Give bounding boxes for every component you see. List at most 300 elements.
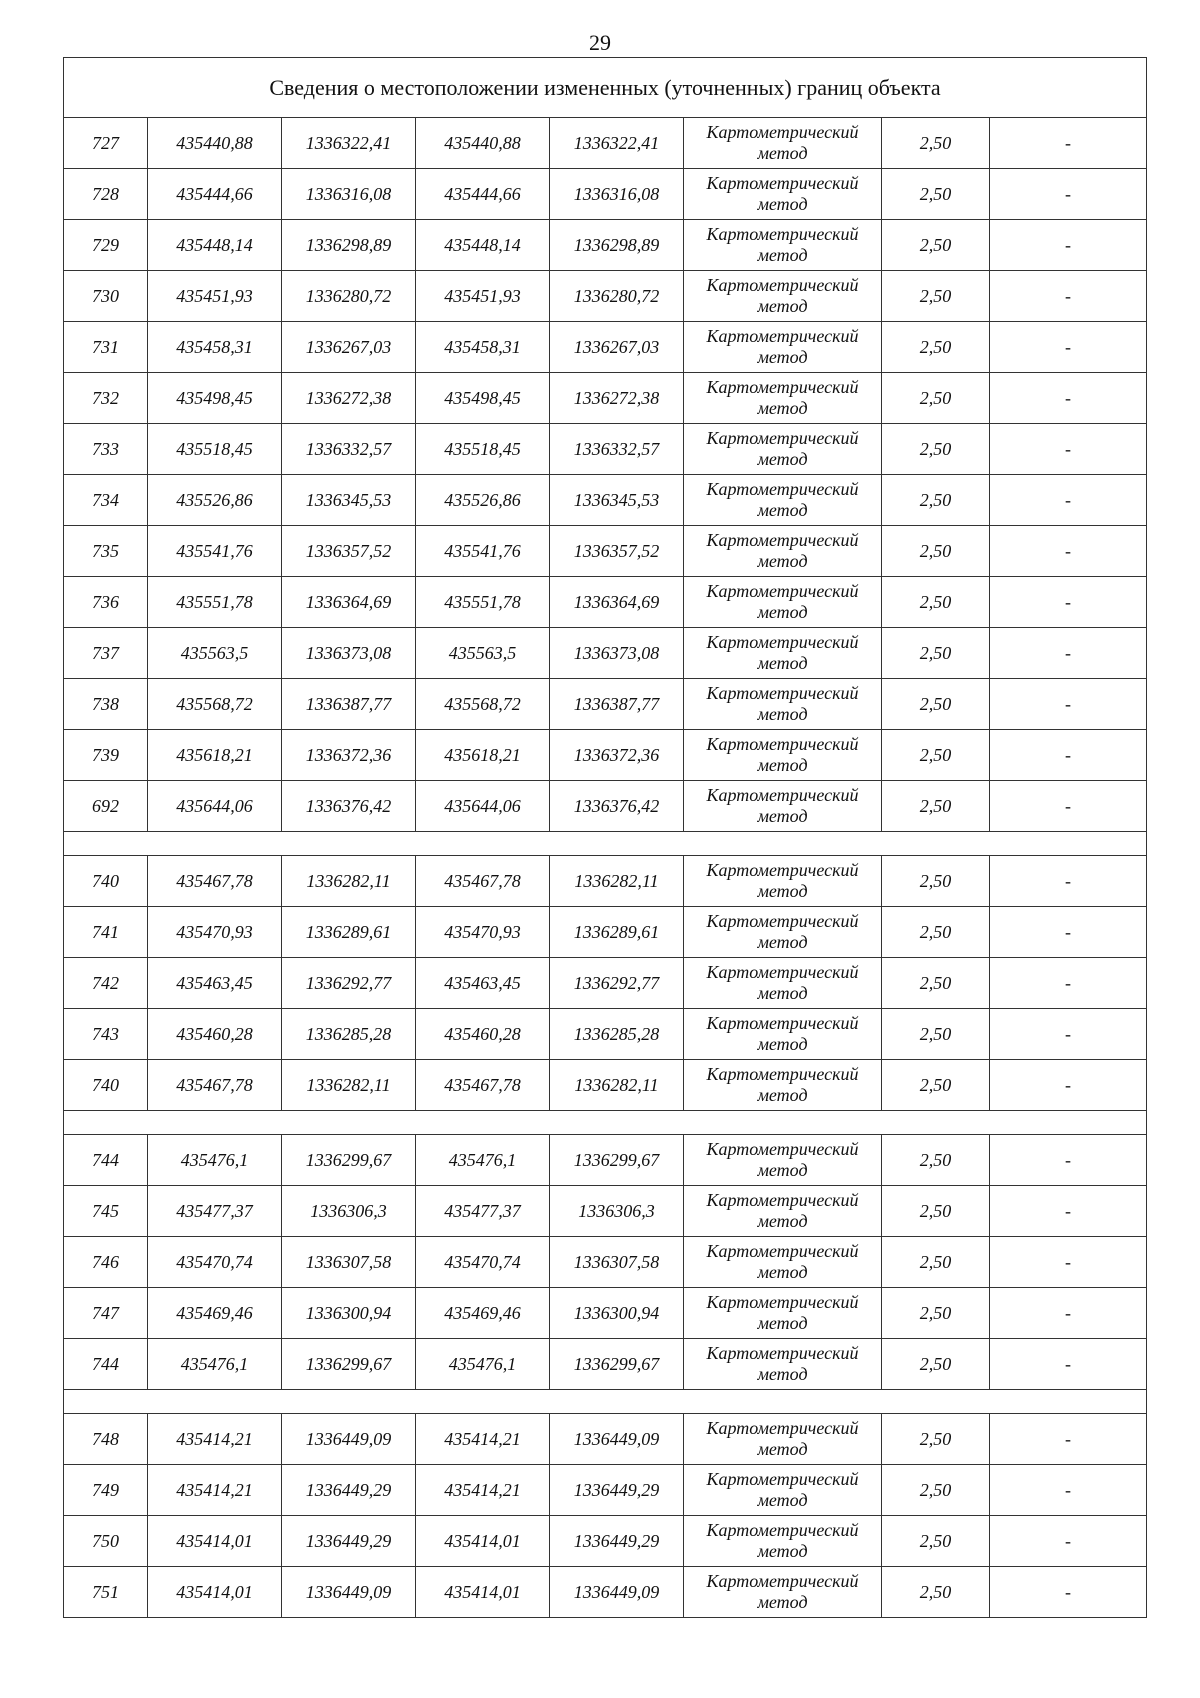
precision-cell: 2,50 [882,856,990,907]
x-refined-cell: 435414,01 [416,1516,550,1567]
boundary-coordinates-table [63,57,1147,1618]
point-number-cell: 745 [64,1186,148,1237]
x-existing-cell: 435551,78 [148,577,282,628]
y-existing-cell: 1336316,08 [282,169,416,220]
point-number-cell: 738 [64,679,148,730]
method-cell [684,577,882,628]
y-existing-cell: 1336280,72 [282,271,416,322]
point-number-cell: 746 [64,1237,148,1288]
note-cell: - [990,1288,1147,1339]
method-line2: метод [757,1541,808,1561]
method-line2: метод [757,296,808,316]
point-number-cell: 743 [64,1009,148,1060]
x-existing-cell: 435644,06 [148,781,282,832]
y-existing-cell: 1336376,42 [282,781,416,832]
method-line1: Картометрический [706,1139,859,1159]
note-cell: - [990,1135,1147,1186]
method-line1: Картометрический [706,1241,859,1261]
table-body [64,58,1147,1618]
note-cell: - [990,781,1147,832]
page-number: 29 [589,30,611,55]
table-row [64,475,1147,526]
method-cell [684,1339,882,1390]
y-refined-cell: 1336292,77 [550,958,684,1009]
table-row [64,628,1147,679]
y-existing-cell: 1336282,11 [282,1060,416,1111]
method-line2: метод [757,1085,808,1105]
x-refined-cell: 435476,1 [416,1135,550,1186]
method-line1: Картометрический [706,326,859,346]
y-refined-cell: 1336307,58 [550,1237,684,1288]
method-line2: метод [757,1211,808,1231]
method-line1: Картометрический [706,1571,859,1591]
method-line1: Картометрический [706,1343,859,1363]
method-line2: метод [757,245,808,265]
note-cell: - [990,169,1147,220]
table-row [64,958,1147,1009]
precision-cell: 2,50 [882,1135,990,1186]
method-cell [684,373,882,424]
method-cell [684,1288,882,1339]
note-cell: - [990,1186,1147,1237]
y-refined-cell: 1336282,11 [550,856,684,907]
y-refined-cell: 1336280,72 [550,271,684,322]
x-refined-cell: 435618,21 [416,730,550,781]
precision-cell: 2,50 [882,1186,990,1237]
table-row [64,322,1147,373]
method-line2: метод [757,1034,808,1054]
y-existing-cell: 1336306,3 [282,1186,416,1237]
method-line2: метод [757,881,808,901]
table-row [64,220,1147,271]
point-number-cell: 747 [64,1288,148,1339]
table-row [64,373,1147,424]
point-number-cell: 736 [64,577,148,628]
contour-separator [64,1390,1147,1414]
note-cell: - [990,271,1147,322]
y-existing-cell: 1336449,09 [282,1567,416,1618]
x-refined-cell: 435644,06 [416,781,550,832]
method-line1: Картометрический [706,479,859,499]
precision-cell: 2,50 [882,118,990,169]
method-cell [684,628,882,679]
note-cell: - [990,118,1147,169]
point-number-cell: 727 [64,118,148,169]
method-line1: Картометрический [706,1418,859,1438]
point-number-cell: 740 [64,1060,148,1111]
precision-cell: 2,50 [882,322,990,373]
method-line1: Картометрический [706,1469,859,1489]
x-refined-cell: 435444,66 [416,169,550,220]
x-refined-cell: 435451,93 [416,271,550,322]
x-existing-cell: 435470,93 [148,907,282,958]
method-line2: метод [757,932,808,952]
table-row [64,1567,1147,1618]
x-existing-cell: 435448,14 [148,220,282,271]
y-refined-cell: 1336373,08 [550,628,684,679]
y-refined-cell: 1336267,03 [550,322,684,373]
table-row [64,679,1147,730]
method-line2: метод [757,143,808,163]
x-existing-cell: 435467,78 [148,1060,282,1111]
y-refined-cell: 1336449,29 [550,1465,684,1516]
x-refined-cell: 435414,21 [416,1465,550,1516]
x-existing-cell: 435541,76 [148,526,282,577]
x-existing-cell: 435463,45 [148,958,282,1009]
note-cell: - [990,1414,1147,1465]
x-refined-cell: 435463,45 [416,958,550,1009]
x-existing-cell: 435618,21 [148,730,282,781]
x-existing-cell: 435414,21 [148,1414,282,1465]
method-cell [684,679,882,730]
precision-cell: 2,50 [882,373,990,424]
x-refined-cell: 435518,45 [416,424,550,475]
method-line1: Картометрический [706,530,859,550]
precision-cell: 2,50 [882,271,990,322]
method-line2: метод [757,1313,808,1333]
method-line2: метод [757,194,808,214]
table-row [64,424,1147,475]
point-number-cell: 735 [64,526,148,577]
method-line2: метод [757,551,808,571]
method-cell [684,730,882,781]
note-cell: - [990,1237,1147,1288]
note-cell: - [990,424,1147,475]
note-cell: - [990,1339,1147,1390]
x-refined-cell: 435440,88 [416,118,550,169]
point-number-cell: 734 [64,475,148,526]
y-refined-cell: 1336449,09 [550,1567,684,1618]
point-number-cell: 748 [64,1414,148,1465]
table-row [64,1237,1147,1288]
method-cell [684,424,882,475]
table-row [64,907,1147,958]
note-cell: - [990,577,1147,628]
x-refined-cell: 435541,76 [416,526,550,577]
y-refined-cell: 1336332,57 [550,424,684,475]
y-existing-cell: 1336300,94 [282,1288,416,1339]
table-row [64,1465,1147,1516]
y-existing-cell: 1336282,11 [282,856,416,907]
point-number-cell: 731 [64,322,148,373]
y-refined-cell: 1336299,67 [550,1339,684,1390]
x-existing-cell: 435477,37 [148,1186,282,1237]
precision-cell: 2,50 [882,628,990,679]
note-cell: - [990,856,1147,907]
method-line2: метод [757,704,808,724]
method-line2: метод [757,398,808,418]
point-number-cell: 741 [64,907,148,958]
x-existing-cell: 435451,93 [148,271,282,322]
y-refined-cell: 1336322,41 [550,118,684,169]
x-existing-cell: 435526,86 [148,475,282,526]
x-existing-cell: 435476,1 [148,1135,282,1186]
method-line2: метод [757,500,808,520]
precision-cell: 2,50 [882,1288,990,1339]
y-refined-cell: 1336306,3 [550,1186,684,1237]
y-existing-cell: 1336373,08 [282,628,416,679]
note-cell: - [990,730,1147,781]
table-title: Сведения о местоположении измененных (уточненных) границ объекта [64,58,1147,118]
method-line1: Картометрический [706,581,859,601]
x-existing-cell: 435470,74 [148,1237,282,1288]
method-cell [684,1465,882,1516]
x-existing-cell: 435467,78 [148,856,282,907]
method-line1: Картометрический [706,962,859,982]
table-row [64,856,1147,907]
y-existing-cell: 1336357,52 [282,526,416,577]
x-refined-cell: 435563,5 [416,628,550,679]
y-existing-cell: 1336364,69 [282,577,416,628]
y-existing-cell: 1336298,89 [282,220,416,271]
x-existing-cell: 435444,66 [148,169,282,220]
method-cell [684,475,882,526]
method-line1: Картометрический [706,632,859,652]
method-cell [684,1009,882,1060]
x-refined-cell: 435470,74 [416,1237,550,1288]
method-cell [684,1516,882,1567]
method-line1: Картометрический [706,860,859,880]
precision-cell: 2,50 [882,1339,990,1390]
table-title-row [64,58,1147,118]
precision-cell: 2,50 [882,1414,990,1465]
method-line1: Картометрический [706,122,859,142]
note-cell: - [990,1465,1147,1516]
note-cell: - [990,907,1147,958]
contour-separator [64,1111,1147,1135]
note-cell: - [990,475,1147,526]
x-refined-cell: 435458,31 [416,322,550,373]
note-cell: - [990,526,1147,577]
y-existing-cell: 1336449,29 [282,1516,416,1567]
y-existing-cell: 1336307,58 [282,1237,416,1288]
method-cell [684,1060,882,1111]
method-cell [684,1186,882,1237]
precision-cell: 2,50 [882,424,990,475]
point-number-cell: 728 [64,169,148,220]
x-refined-cell: 435414,21 [416,1414,550,1465]
table-row [64,1288,1147,1339]
x-existing-cell: 435414,21 [148,1465,282,1516]
precision-cell: 2,50 [882,958,990,1009]
x-refined-cell: 435469,46 [416,1288,550,1339]
note-cell: - [990,1009,1147,1060]
precision-cell: 2,50 [882,1060,990,1111]
method-cell [684,958,882,1009]
method-line1: Картометрический [706,428,859,448]
y-existing-cell: 1336332,57 [282,424,416,475]
x-existing-cell: 435414,01 [148,1516,282,1567]
precision-cell: 2,50 [882,526,990,577]
x-refined-cell: 435568,72 [416,679,550,730]
x-existing-cell: 435476,1 [148,1339,282,1390]
y-existing-cell: 1336299,67 [282,1135,416,1186]
contour-separator-row [64,832,1147,856]
method-cell [684,118,882,169]
x-refined-cell: 435526,86 [416,475,550,526]
method-line1: Картометрический [706,275,859,295]
table-row [64,1135,1147,1186]
y-existing-cell: 1336449,09 [282,1414,416,1465]
y-refined-cell: 1336282,11 [550,1060,684,1111]
table-row [64,526,1147,577]
table-row [64,1009,1147,1060]
method-line1: Картометрический [706,734,859,754]
y-refined-cell: 1336364,69 [550,577,684,628]
point-number-cell: 692 [64,781,148,832]
y-refined-cell: 1336449,29 [550,1516,684,1567]
precision-cell: 2,50 [882,169,990,220]
table-row [64,1186,1147,1237]
x-existing-cell: 435469,46 [148,1288,282,1339]
method-line2: метод [757,602,808,622]
precision-cell: 2,50 [882,475,990,526]
method-line1: Картометрический [706,224,859,244]
point-number-cell: 733 [64,424,148,475]
method-cell [684,856,882,907]
y-existing-cell: 1336449,29 [282,1465,416,1516]
note-cell: - [990,1567,1147,1618]
x-refined-cell: 435498,45 [416,373,550,424]
y-existing-cell: 1336387,77 [282,679,416,730]
method-line1: Картометрический [706,1013,859,1033]
table-row [64,577,1147,628]
note-cell: - [990,322,1147,373]
point-number-cell: 740 [64,856,148,907]
y-refined-cell: 1336289,61 [550,907,684,958]
note-cell: - [990,1516,1147,1567]
point-number-cell: 749 [64,1465,148,1516]
method-line2: метод [757,755,808,775]
precision-cell: 2,50 [882,679,990,730]
y-existing-cell: 1336345,53 [282,475,416,526]
precision-cell: 2,50 [882,1237,990,1288]
method-cell [684,220,882,271]
x-refined-cell: 435414,01 [416,1567,550,1618]
y-refined-cell: 1336372,36 [550,730,684,781]
method-line2: метод [757,653,808,673]
method-cell [684,1135,882,1186]
table-row [64,169,1147,220]
method-line2: метод [757,1364,808,1384]
x-existing-cell: 435568,72 [148,679,282,730]
x-existing-cell: 435460,28 [148,1009,282,1060]
table-row [64,1414,1147,1465]
note-cell: - [990,958,1147,1009]
y-refined-cell: 1336387,77 [550,679,684,730]
method-line1: Картометрический [706,173,859,193]
y-existing-cell: 1336322,41 [282,118,416,169]
contour-separator-row [64,1111,1147,1135]
method-line2: метод [757,1160,808,1180]
y-refined-cell: 1336298,89 [550,220,684,271]
precision-cell: 2,50 [882,1567,990,1618]
table-row [64,1516,1147,1567]
y-refined-cell: 1336449,09 [550,1414,684,1465]
method-line1: Картометрический [706,1520,859,1540]
point-number-cell: 751 [64,1567,148,1618]
x-refined-cell: 435476,1 [416,1339,550,1390]
point-number-cell: 742 [64,958,148,1009]
method-line2: метод [757,1439,808,1459]
method-line1: Картометрический [706,377,859,397]
point-number-cell: 729 [64,220,148,271]
table-row [64,271,1147,322]
point-number-cell: 732 [64,373,148,424]
table-row [64,781,1147,832]
table-row [64,1060,1147,1111]
x-refined-cell: 435551,78 [416,577,550,628]
point-number-cell: 739 [64,730,148,781]
y-existing-cell: 1336292,77 [282,958,416,1009]
method-line2: метод [757,806,808,826]
method-cell [684,781,882,832]
method-cell [684,1237,882,1288]
point-number-cell: 744 [64,1339,148,1390]
method-line1: Картометрический [706,683,859,703]
method-cell [684,1414,882,1465]
precision-cell: 2,50 [882,577,990,628]
method-line2: метод [757,1592,808,1612]
x-existing-cell: 435414,01 [148,1567,282,1618]
y-refined-cell: 1336300,94 [550,1288,684,1339]
precision-cell: 2,50 [882,781,990,832]
contour-separator-row [64,1390,1147,1414]
x-refined-cell: 435460,28 [416,1009,550,1060]
method-cell [684,1567,882,1618]
y-refined-cell: 1336272,38 [550,373,684,424]
x-existing-cell: 435498,45 [148,373,282,424]
contour-separator [64,832,1147,856]
method-line1: Картометрический [706,1190,859,1210]
precision-cell: 2,50 [882,907,990,958]
x-existing-cell: 435563,5 [148,628,282,679]
y-refined-cell: 1336357,52 [550,526,684,577]
x-refined-cell: 435467,78 [416,856,550,907]
table-row [64,118,1147,169]
precision-cell: 2,50 [882,1009,990,1060]
precision-cell: 2,50 [882,220,990,271]
y-refined-cell: 1336316,08 [550,169,684,220]
y-existing-cell: 1336289,61 [282,907,416,958]
note-cell: - [990,1060,1147,1111]
method-line2: метод [757,1490,808,1510]
precision-cell: 2,50 [882,1516,990,1567]
method-cell [684,169,882,220]
method-cell [684,907,882,958]
x-refined-cell: 435470,93 [416,907,550,958]
method-line1: Картометрический [706,1064,859,1084]
table-row [64,1339,1147,1390]
x-existing-cell: 435518,45 [148,424,282,475]
note-cell: - [990,373,1147,424]
point-number-cell: 737 [64,628,148,679]
precision-cell: 2,50 [882,730,990,781]
y-refined-cell: 1336285,28 [550,1009,684,1060]
y-existing-cell: 1336372,36 [282,730,416,781]
x-refined-cell: 435467,78 [416,1060,550,1111]
method-line1: Картометрический [706,911,859,931]
precision-cell: 2,50 [882,1465,990,1516]
note-cell: - [990,220,1147,271]
x-refined-cell: 435448,14 [416,220,550,271]
y-existing-cell: 1336299,67 [282,1339,416,1390]
method-line2: метод [757,347,808,367]
method-line2: метод [757,1262,808,1282]
method-line1: Картометрический [706,1292,859,1312]
y-refined-cell: 1336345,53 [550,475,684,526]
method-cell [684,322,882,373]
